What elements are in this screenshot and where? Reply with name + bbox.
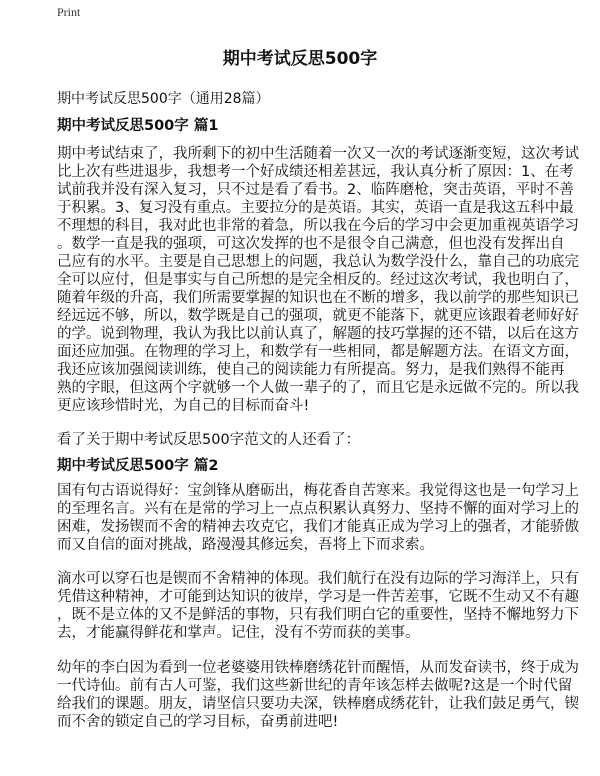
text-line: 的学。说到物理，我认为我比以前认真了，解题的技巧掌握的还不错，以后在这方 bbox=[57, 326, 579, 342]
paragraph bbox=[57, 659, 600, 731]
section-heading-1: 期中考试反思500字 篇1 bbox=[57, 118, 219, 134]
paragraph bbox=[57, 570, 600, 642]
text-line: 幼年的李白因为看到一位老婆婆用铁棒磨绣花针而醒悟，从而发奋读书，终于成为 bbox=[57, 660, 579, 676]
text-line: 全可以应付，但是事实与自己所想的是完全相反的。经过这次考试，我也明白了， bbox=[57, 272, 579, 288]
text-line: 熟的字眼，但这两个字就够一个人做一辈子的了，而且它是永远做不完的。所以我 bbox=[57, 380, 579, 396]
text-line: 我还应该加强阅读训练，使自己的阅读能力有所提高。努力，是我们熟得不能再 bbox=[57, 362, 565, 378]
related-text: 看了关于期中考试反思500字范文的人还看了： bbox=[57, 432, 361, 448]
print-link[interactable]: Print bbox=[57, 5, 81, 19]
text-line: 比上次有些进退步，我想考一个好成绩还相差甚远，我认真分析了原因：1、在考 bbox=[57, 164, 574, 180]
text-line: 更应该珍惜时光，为自己的目标而奋斗! bbox=[57, 398, 310, 414]
text-line: 不理想的科目，我对此也非常的着急，所以我在今后的学习中会更加重视英语学习 bbox=[57, 218, 579, 234]
subtitle: 期中考试反思500字（通用28篇） bbox=[57, 91, 270, 107]
text-line: 困难，发扬锲而不舍的精神去攻克它，我们才能真正成为学习上的强者，才能骄傲 bbox=[57, 519, 579, 535]
text-line: 于积累。3、复习没有重点。主要拉分的是英语。其实，英语一直是我这五科中最 bbox=[57, 200, 574, 216]
page-title: 期中考试反思500字 bbox=[222, 49, 378, 69]
text-line: 经远远不够，所以，数学既是自己的强项，就更不能落下，就更应该跟着老师好好 bbox=[57, 308, 579, 324]
text-line: 给我们的课题。朋友，请坚信只要功夫深，铁棒磨成绣花针，让我们鼓足勇气，锲 bbox=[57, 696, 579, 712]
text-line: 期中考试结束了，我所剩下的初中生活随着一次又一次的考试逐渐变短，这次考试 bbox=[57, 146, 579, 162]
paragraph bbox=[57, 145, 600, 415]
text-line: 己应有的水平。主要是自己思想上的问题，我总认为数学没什么，靠自己的功底完 bbox=[57, 254, 579, 270]
paragraph bbox=[57, 482, 600, 554]
text-line: 。数学一直是我的强项，可这次发挥的也不是很令自己满意，但也没有发挥出自 bbox=[57, 236, 565, 252]
text-line: 去，才能赢得鲜花和掌声。记住，没有不劳而获的美事。 bbox=[57, 625, 420, 641]
text-line: 国有句古语说得好：宝剑锋从磨砺出，梅花香自苦寒来。我觉得这也是一句学习上 bbox=[57, 483, 579, 499]
text-line: 一代诗仙。前有古人可鉴，我们这些新世纪的青年该怎样去做呢?这是一个时代留 bbox=[57, 678, 573, 694]
text-line: 而不舍的锁定自己的学习目标，奋勇前进吧! bbox=[57, 714, 339, 730]
text-line: 随着年级的升高，我们所需要掌握的知识也在不断的增多，我以前学的那些知识已 bbox=[57, 290, 579, 306]
text-line: 面还应加强。在物理的学习上，和数学有一些相同，都是解题方法。在语文方面， bbox=[57, 344, 579, 360]
text-line: 的至理名言。兴有在是常的学习上一点点积累认真努力、坚持不懈的面对学习上的 bbox=[57, 501, 579, 517]
text-line: 滴水可以穿石也是锲而不舍精神的体现。我们航行在没有边际的学习海洋上，只有 bbox=[57, 571, 579, 587]
text-line: 试前我并没有深入复习，只不过是看了看书。2、临阵磨枪，突击英语，平时不善 bbox=[57, 182, 574, 198]
text-line: 而又自信的面对挑战，路漫漫其修远矣，吾将上下而求索。 bbox=[57, 537, 434, 553]
section-heading-2: 期中考试反思500字 篇2 bbox=[57, 458, 219, 474]
text-line: 凭借这种精神，才可能到达知识的彼岸，学习是一件苦差事，它既不生动又不有趣 bbox=[57, 589, 579, 605]
text-line: ，既不是立体的又不是鲜活的事物，只有我们明白它的重要性，坚持不懈地努力下 bbox=[57, 607, 579, 623]
